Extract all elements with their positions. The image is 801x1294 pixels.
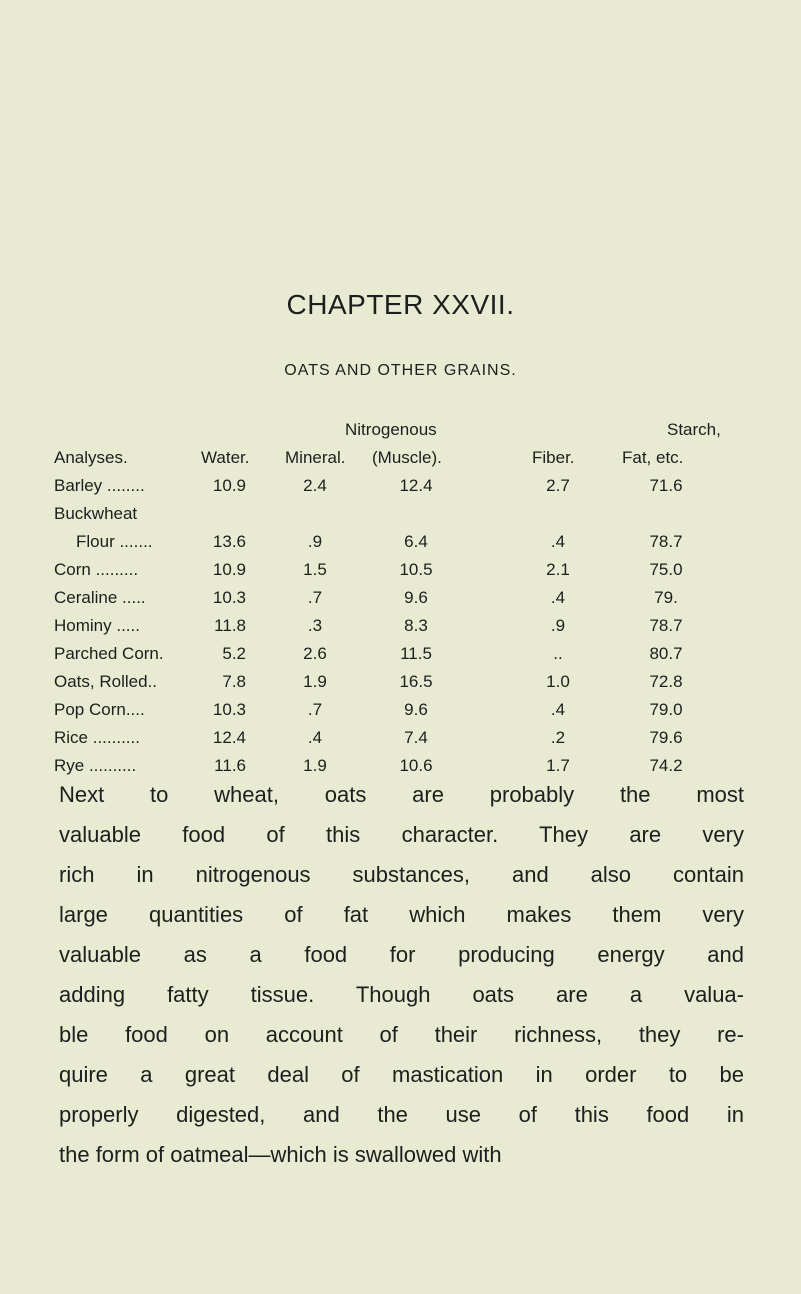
cell-muscle: 10.6 bbox=[399, 756, 433, 775]
text-line: valuable food of this character. They are very bbox=[59, 822, 744, 847]
cell-mineral: .4 bbox=[307, 728, 323, 747]
cell-fiber: 1.0 bbox=[546, 672, 570, 691]
text-line: ble food on account of their richness, they re- bbox=[59, 1022, 744, 1047]
cell-water: 11.8 bbox=[214, 616, 246, 635]
text-line: quire a great deal of mastication in order to be bbox=[59, 1062, 744, 1087]
cell-fiber: .4 bbox=[550, 700, 566, 719]
cell-name: Ceraline ..... bbox=[54, 588, 146, 607]
cell-fiber: .4 bbox=[550, 532, 566, 551]
cell-muscle: 9.6 bbox=[404, 700, 428, 719]
header-mineral: Mineral. bbox=[285, 448, 346, 467]
cell-mineral: .3 bbox=[307, 616, 323, 635]
header-fat: Fat, etc. bbox=[622, 448, 684, 467]
cell-muscle: 12.4 bbox=[399, 476, 433, 495]
cell-starch: 79.6 bbox=[649, 728, 683, 747]
cell-water: 7.8 bbox=[222, 672, 246, 691]
cell-starch: 78.7 bbox=[649, 532, 683, 551]
body-text bbox=[59, 775, 744, 1175]
cell-mineral: .9 bbox=[307, 532, 323, 551]
cell-fiber: .. bbox=[553, 644, 563, 663]
cell-mineral: .7 bbox=[307, 700, 323, 719]
cell-muscle: 10.5 bbox=[399, 560, 433, 579]
cell-water: 12.4 bbox=[212, 728, 246, 747]
cell-mineral: 1.9 bbox=[303, 756, 327, 775]
cell-water: 10.9 bbox=[212, 476, 246, 495]
cell-starch: 71.6 bbox=[649, 476, 683, 495]
cell-starch: 72.8 bbox=[649, 672, 683, 691]
header-muscle: (Muscle). bbox=[372, 448, 442, 467]
cell-name: Hominy ..... bbox=[54, 616, 140, 635]
cell-name: Rice .......... bbox=[54, 728, 140, 747]
cell-name: Buckwheat bbox=[54, 504, 138, 523]
cell-mineral: 2.6 bbox=[303, 644, 327, 663]
cell-fiber: .9 bbox=[550, 616, 566, 635]
text-line: the form of oatmeal—which is swallowed with bbox=[59, 1142, 502, 1167]
cell-starch: 74.2 bbox=[649, 756, 683, 775]
cell-muscle: 8.3 bbox=[404, 616, 428, 635]
cell-water: 11.6 bbox=[214, 756, 246, 775]
text-line: large quantities of fat which makes them very bbox=[59, 902, 744, 927]
cell-name: Parched Corn. bbox=[54, 644, 164, 663]
cell-mineral: 1.5 bbox=[303, 560, 327, 579]
cell-muscle: 7.4 bbox=[404, 728, 428, 747]
text-line: rich in nitrogenous substances, and also contain bbox=[59, 862, 744, 887]
cell-name: Corn ......... bbox=[54, 560, 139, 579]
header-fiber: Fiber. bbox=[532, 448, 575, 467]
cell-water: 10.3 bbox=[212, 700, 246, 719]
header-water: Water. bbox=[201, 448, 250, 467]
cell-starch: 79.0 bbox=[649, 700, 683, 719]
cell-starch: 75.0 bbox=[649, 560, 683, 579]
cell-name: Flour ....... bbox=[76, 532, 153, 551]
header-analyses: Analyses. bbox=[54, 448, 128, 467]
cell-fiber: .4 bbox=[550, 588, 566, 607]
cell-fiber: 2.1 bbox=[546, 560, 570, 579]
cell-name: Pop Corn.... bbox=[54, 700, 145, 719]
cell-water: 10.3 bbox=[212, 588, 246, 607]
cell-water: 13.6 bbox=[212, 532, 246, 551]
cell-fiber: 2.7 bbox=[546, 476, 570, 495]
cell-starch: 78.7 bbox=[649, 616, 683, 635]
cell-mineral: 2.4 bbox=[303, 476, 327, 495]
cell-muscle: 11.5 bbox=[400, 644, 432, 663]
cell-fiber: 1.7 bbox=[546, 756, 570, 775]
header-starch: Starch, bbox=[667, 420, 721, 439]
cell-muscle: 6.4 bbox=[404, 532, 428, 551]
chapter-title: CHAPTER XXVII. bbox=[286, 289, 515, 320]
cell-water: 5.2 bbox=[222, 644, 246, 663]
cell-muscle: 9.6 bbox=[404, 588, 428, 607]
cell-mineral: 1.9 bbox=[303, 672, 327, 691]
text-line: Next to wheat, oats are probably the most bbox=[59, 782, 744, 807]
text-line: adding fatty tissue. Though oats are a valua- bbox=[59, 982, 744, 1007]
text-line: properly digested, and the use of this food in bbox=[59, 1102, 744, 1127]
header-nitrogenous: Nitrogenous bbox=[345, 420, 437, 439]
cell-name: Rye .......... bbox=[54, 756, 137, 775]
cell-starch: 79. bbox=[654, 588, 678, 607]
cell-muscle: 16.5 bbox=[399, 672, 433, 691]
cell-mineral: .7 bbox=[307, 588, 323, 607]
section-title: OATS AND OTHER GRAINS. bbox=[284, 362, 517, 379]
cell-starch: 80.7 bbox=[649, 644, 683, 663]
cell-name: Barley ........ bbox=[54, 476, 145, 495]
cell-fiber: .2 bbox=[550, 728, 566, 747]
cell-name: Oats, Rolled.. bbox=[54, 672, 157, 691]
text-line: valuable as a food for producing energy and bbox=[59, 942, 744, 967]
cell-water: 10.9 bbox=[212, 560, 246, 579]
